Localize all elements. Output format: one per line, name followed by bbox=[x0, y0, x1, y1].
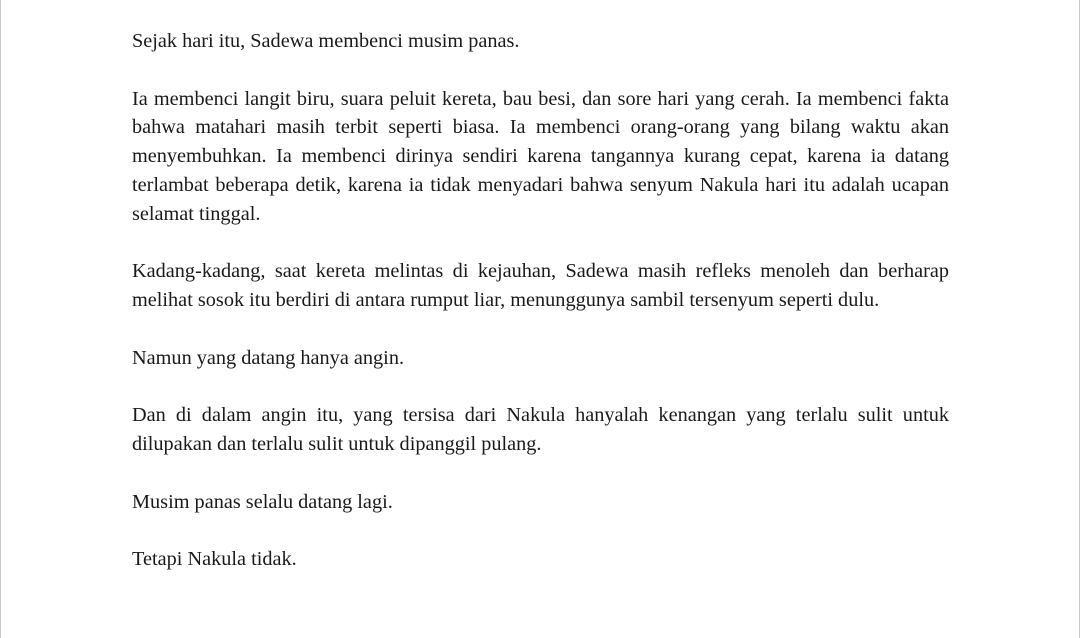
paragraph: Musim panas selalu datang lagi. bbox=[132, 490, 393, 513]
paragraph: Ia membenci langit biru, suara peluit kereta, bau besi, dan sore hari yang cerah. Ia membenci fakta bahwa matahari masih terbit seperti biasa. Ia membenci orang-orang yang bilang waktu akan menyembuhkan. Ia membenci dirinya sendiri karena tangannya kurang cepat, karena ia datang terlambat beberapa detik, karena ia tidak menyadari bahwa senyum Nakula hari itu adalah ucapan selamat tinggal. bbox=[132, 87, 949, 225]
paragraph: Namun yang datang hanya angin. bbox=[132, 346, 405, 369]
paragraph: Kadang-kadang, saat kereta melintas di kejauhan, Sadewa masih refleks menoleh dan berharap melihat sosok itu berdiri di antara rumput liar, menunggunya sambil tersenyum seperti dulu. bbox=[132, 260, 949, 312]
paragraph: Tetapi Nakula tidak. bbox=[132, 548, 297, 571]
paragraph: Dan di dalam angin itu, yang tersisa dari Nakula hanyalah kenangan yang terlalu sulit untuk dilupakan dan terlalu sulit untuk dipanggil pulang. bbox=[132, 404, 949, 456]
paragraph: Sejak hari itu, Sadewa membenci musim panas. bbox=[132, 30, 520, 52]
document-body bbox=[132, 27, 949, 603]
